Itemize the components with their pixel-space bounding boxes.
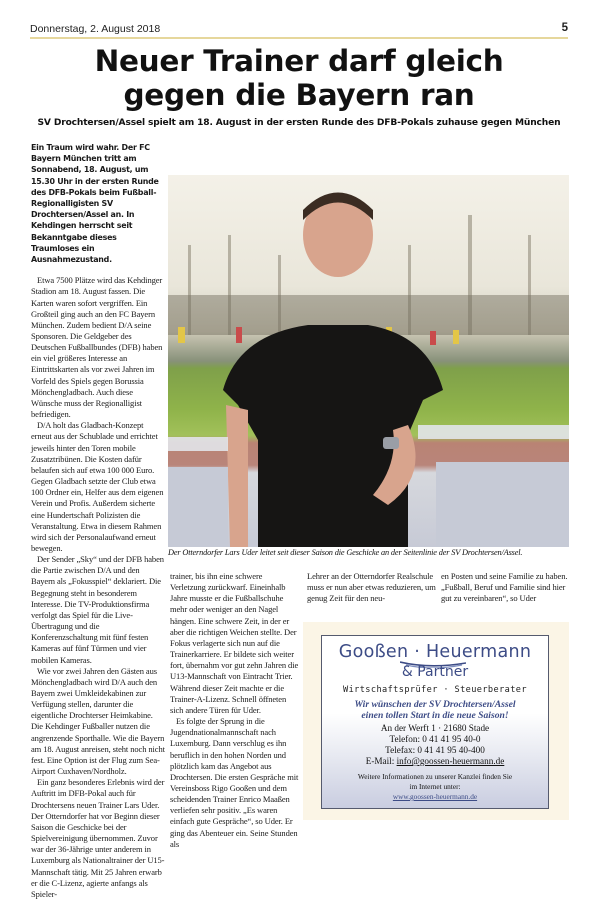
ad-email-line bbox=[322, 756, 548, 767]
ad-email-label: E-Mail: bbox=[365, 756, 397, 766]
ad-contact bbox=[322, 723, 548, 767]
ad-wish-text bbox=[322, 699, 548, 721]
ad-address: An der Werft 1 · 21680 Stade bbox=[380, 723, 490, 733]
portrait-photo-icon bbox=[168, 175, 569, 547]
coach-photo bbox=[168, 175, 569, 547]
ad-more-info-line-2: im Internet unter: bbox=[409, 782, 461, 791]
article-paragraph: Es folgte der Sprung in die Jugendnationalmannschaft nach Luxemburg. Dann verschlug es ihn beruflich in den hohen Norden und plötzlich kam das Angebot aus Drochtersen. Die ersten Gespräche mit Vereinsboss Rigo Gooßen und dem scheidenden Trainer Enrico Maaßen verliefen sehr positiv. „Es waren einfach gute Gespräche“, so Uder. Er ging das Abenteuer ein. Seine Stunden als bbox=[170, 716, 299, 849]
header-divider bbox=[30, 37, 568, 39]
article-column-2 bbox=[170, 571, 300, 850]
article-column-1 bbox=[31, 142, 165, 900]
issue-date: Donnerstag, 2. August 2018 bbox=[30, 23, 161, 35]
ad-more-info-line-1: Weitere Informationen zu unserer Kanzlei finden Sie bbox=[357, 772, 513, 781]
article-lead: Ein Traum wird wahr. Der FC Bayern München tritt am Sonnabend, 18. August, um 15.30 Uhr in der ersten Runde des DFB-Pokals beim Fußball-Regionalligisten SV Drochtersen/Assel an. In Kehdingen herrscht seit Bekanntgabe dieses Traumloses ein Ausnahmezustand. bbox=[31, 143, 159, 265]
ad-wish-line-1: Wir wünschen der SV Drochtersen/Assel bbox=[354, 699, 516, 710]
ad-logo-partner: & Partner bbox=[401, 664, 469, 680]
photo-caption: Der Otterndorfer Lars Uder leitet seit dieser Saison die Geschicke an der Seitenlinie der SV Drochtersen/Assel. bbox=[168, 548, 523, 557]
ad-tagline: Wirtschaftsprüfer · Steuerberater bbox=[343, 685, 527, 695]
article-column-4 bbox=[441, 571, 573, 604]
article-headline bbox=[30, 44, 568, 112]
article-subheadline: SV Drochtersen/Assel spielt am 18. August in der ersten Runde des DFB-Pokals zuhause gegen München bbox=[37, 118, 561, 128]
advertisement-box bbox=[321, 635, 549, 809]
article-paragraph: Wie vor zwei Jahren den Gästen aus Mönchengladbach wird D/A auch den Bayern zwei Umkleidekabinen zur Verfügung stellen, darunter die eigentliche Drochterser Heimkabine. Die Kehdinger Fußballer nutzen die angrenzende Sporthalle. Wie die Bayern am 18. August anreisen, steht noch nicht fest. Eine Option ist der Flug zum Sea-Airport Cuxhaven/Nordholz. bbox=[31, 665, 165, 777]
article-paragraph: Ein ganz besonderes Erlebnis wird der Auftritt im DFB-Pokal auch für Drochtersens neuen Trainer Lars Uder. Der Otterndorfer hat vor Beginn dieser Saison die Geschicke bei der Spielvereinigung übernommen. Zuvor war der 36-Jährige unter anderem in Luxemburg als Nationaltrainer der U15-Mannschaft tätig. Mit 25 Jahren erwarb er die C-Lizenz, agierte anfangs als Spieler- bbox=[31, 777, 165, 899]
article-paragraph: trainer, bis ihn eine schwere Verletzung zurückwarf. Eineinhalb Jahre musste er die Fußballschuhe mehr oder weniger an den Nagel hängen. Eine schwere Zeit, in der er aber die richtigen Weichen stellte. Der Fokus verlagerte sich nun auf die Trainerkarriere. Er bildete sich weiter fort, übernahm vor gut zehn Jahren die U13-Mannschaft von Eintracht Trier. Während dieser Zeit machte er die Trainer-A-Lizenz. Schnell öffneten sich andere Türen für Uder. bbox=[170, 571, 299, 715]
article-paragraph: Lehrer an der Otterndorfer Realschule muss er nun aber etwas reduzieren, um genug Zeit für den neu- bbox=[307, 571, 436, 604]
article-paragraph: Der Sender „Sky“ und der DFB haben die Partie zwischen D/A und den Bayern als „Fokusspiel“ deklariert. Die Begegnung steht in besonderem Interesse. Die TV-Produktionsfirma verfolgt das Spiel für die Live-Übertragung und die Konferenzschaltung mit fünf festen Kameras auf fünf Türmen und vier mobilen Kameras. bbox=[31, 554, 164, 665]
article-paragraph: en Posten und seine Familie zu haben. „Fußball, Beruf und Familie sind hier gut zu vereinbaren“, so Uder bbox=[441, 571, 568, 604]
ad-fax: Telefax: 0 41 41 95 40-400 bbox=[385, 745, 485, 755]
ad-wish-line-2: einen tollen Start in die neue Saison! bbox=[361, 710, 509, 721]
headline-line-2: gegen die Bayern ran bbox=[123, 78, 475, 112]
ad-more-info bbox=[322, 772, 548, 802]
ad-logo-name: Gooßen · Heuermann bbox=[338, 642, 532, 662]
article-paragraph: Etwa 7500 Plätze wird das Kehdinger Stadion am 18. August fassen. Die Karten waren sofort vergriffen. Ein Großteil ging auch an den FC Bayern München. Zudem bedient D/A seine Sponsoren. Die Geldgeber des Deutschen Fußballbundes (DFB) haben ein viel größeres Interesse an Eintrittskarten als vor zwei Jahren im Vorfeld des Spiels gegen Borussia Mönchengladbach. Auch diese Wünsche muss der Regionalligist befriedigen. bbox=[31, 275, 163, 420]
ad-phone: Telefon: 0 41 41 95 40-0 bbox=[389, 734, 481, 744]
ad-website-link[interactable]: www.goossen-heuermann.de bbox=[392, 792, 478, 801]
headline-line-1: Neuer Trainer darf gleich bbox=[94, 44, 504, 78]
ad-email-link[interactable]: info@goossen-heuermann.de bbox=[396, 756, 505, 766]
article-column-3 bbox=[307, 571, 437, 604]
article-paragraph: D/A holt das Gladbach-Konzept erneut aus der Schublade und errichtet jeweils hinter den Toren mobile Zusatztribünen. Die Kosten dafür belaufen sich auf etwa 100 000 Euro. Gegen Gladbach setzte der Club etwa 100 Ordner ein, Helfer aus dem eigenen Verein und Profis. Außerdem sicherte eine Hundertschaft Polizisten die Veranstaltung. Etwa in diesem Rahmen wird sich der Personalaufwand erneut bewegen. bbox=[31, 420, 164, 553]
page-number: 5 bbox=[561, 22, 568, 34]
